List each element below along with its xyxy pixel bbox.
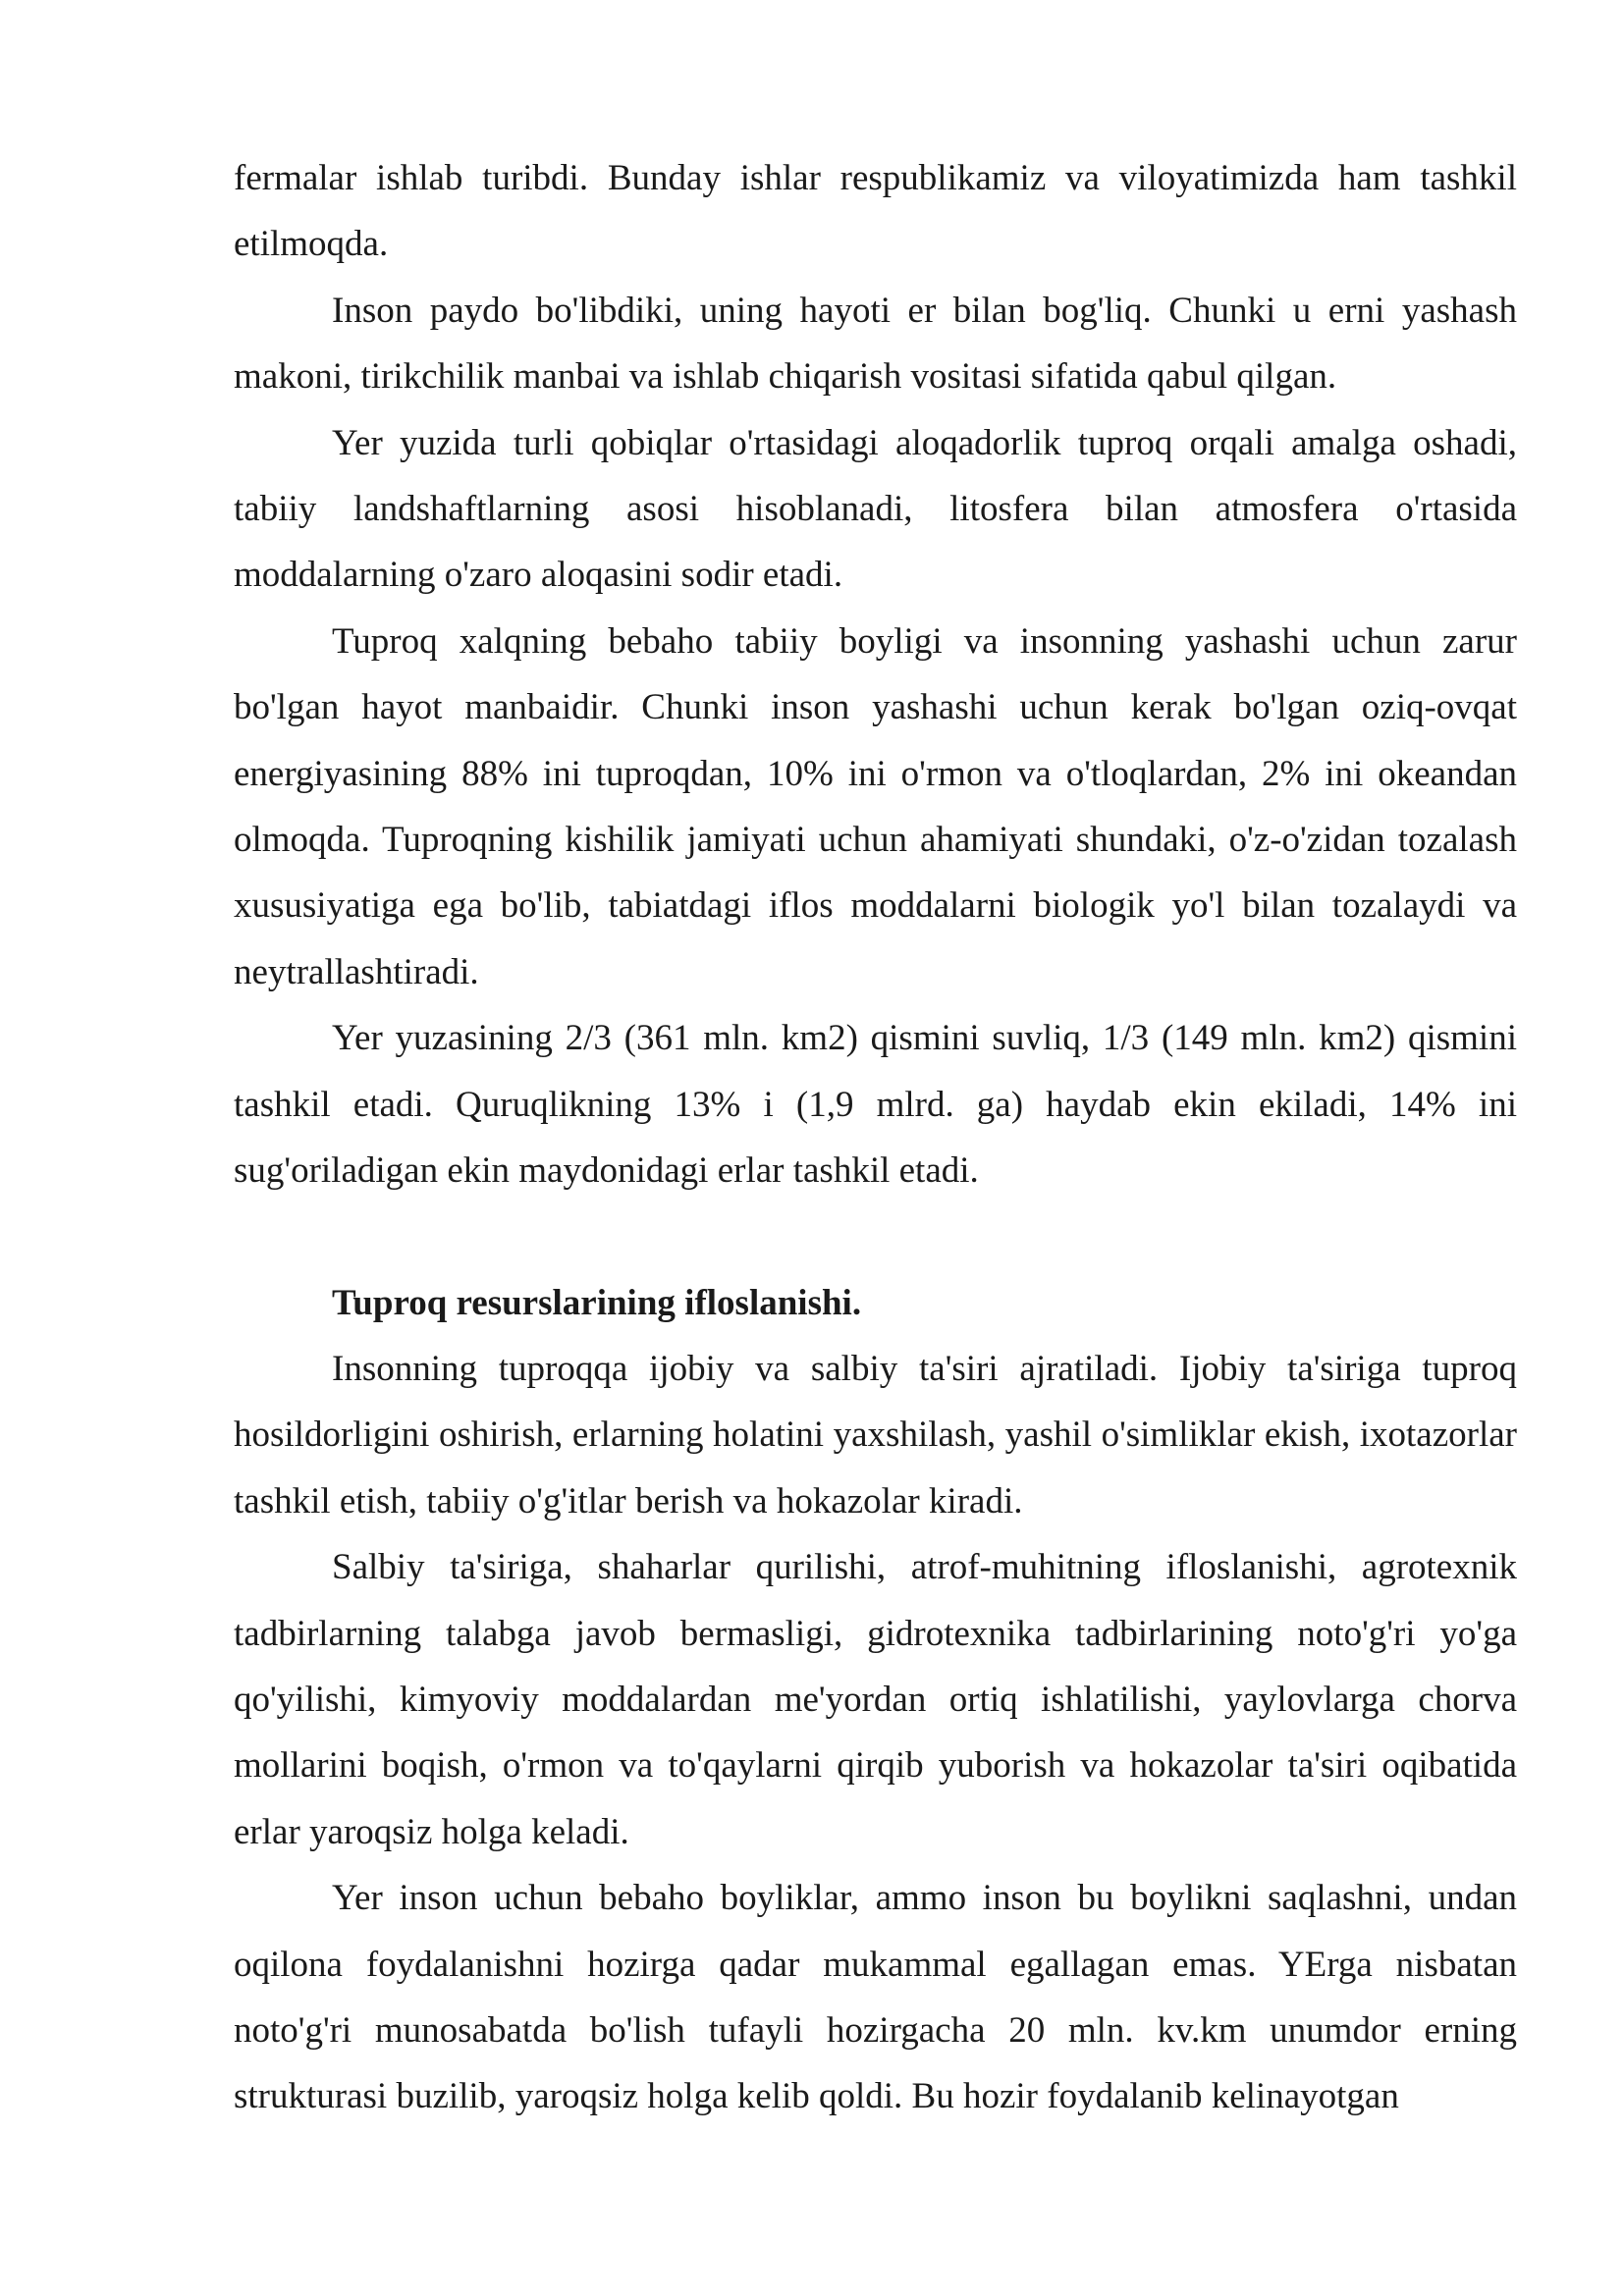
paragraph: Yer inson uchun bebaho boyliklar, ammo inson bu boylikni saqlashni, undan oqilona foydalanishni hozirga qadar mukammal egallagan emas. YErga nisbatan noto'g'ri munosabatda bo'lish tufayli hozirgacha 20 mln. kv.km unumdor erning strukturasi buzilib, yaroqsiz holga kelib qoldi. Bu hozir foydalanib kelinayotgan: [234, 1878, 1517, 2117]
section-heading: Tuproq resurslarining ifloslanishi.: [332, 1282, 862, 1323]
paragraph-continuation: fermalar ishlab turibdi. Bunday ishlar respublikamiz va viloyatimizda ham tashkil etilmoqda.: [234, 158, 1517, 265]
paragraph: Salbiy ta'siriga, shaharlar qurilishi, atrof-muhitning ifloslanishi, agrotexnik tadbirlarning talabga javob bermasligi, gidrotexnika tadbirlarining noto'g'ri yo'ga qo'yilishi, kimyoviy moddalardan me'yordan ortiq ishlatilishi, yaylovlarga chorva mollarini boqish, o'rmon va to'qaylarni qirqib yuborish va hokazolar ta'siri oqibatida erlar yaroqsiz holga keladi.: [234, 1547, 1517, 1852]
paragraph: Tuproq xalqning bebaho tabiiy boyligi va insonning yashashi uchun zarur bo'lgan hayot manbaidir. Chunki inson yashashi uchun kerak bo'lgan oziq-ovqat energiyasining 88% ini tuproqdan, 10% ini o'rmon va o'tloqlardan, 2% ini okeandan olmoqda. Tuproqning kishilik jamiyati uchun ahamiyati shundaki, o'z-o'zidan tozalash xususiyatiga ega bo'lib, tabiatdagi iflos moddalarni biologik yo'l bilan tozalaydi va neytrallashtiradi.: [234, 620, 1517, 992]
paragraph: Inson paydo bo'libdiki, uning hayoti er bilan bog'liq. Chunki u erni yashash makoni, tirikchilik manbai va ishlab chiqarish vositasi sifatida qabul qilgan.: [234, 290, 1517, 398]
paragraph: Yer yuzasining 2/3 (361 mln. km2) qismini suvliq, 1/3 (149 mln. km2) qismini tashkil etadi. Quruqlikning 13% i (1,9 mlrd. ga) haydab ekin ekiladi, 14% ini sug'oriladigan ekin maydonidagi erlar tashkil etadi.: [234, 1018, 1517, 1192]
document-body: [234, 145, 1517, 2130]
paragraph: Yer yuzida turli qobiqlar o'rtasidagi aloqadorlik tuproq orqali amalga oshadi, tabiiy landshaftlarning asosi hisoblanadi, litosfera bilan atmosfera o'rtasida moddalarning o'zaro aloqasini sodir etadi.: [234, 422, 1517, 596]
paragraph: Insonning tuproqqa ijobiy va salbiy ta'siri ajratiladi. Ijobiy ta'siriga tuproq hosildorligini oshirish, erlarning holatini yaxshilash, yashil o'simliklar ekish, ixotazorlar tashkil etish, tabiiy o'g'itlar berish va hokazolar kiradi.: [234, 1348, 1517, 1522]
